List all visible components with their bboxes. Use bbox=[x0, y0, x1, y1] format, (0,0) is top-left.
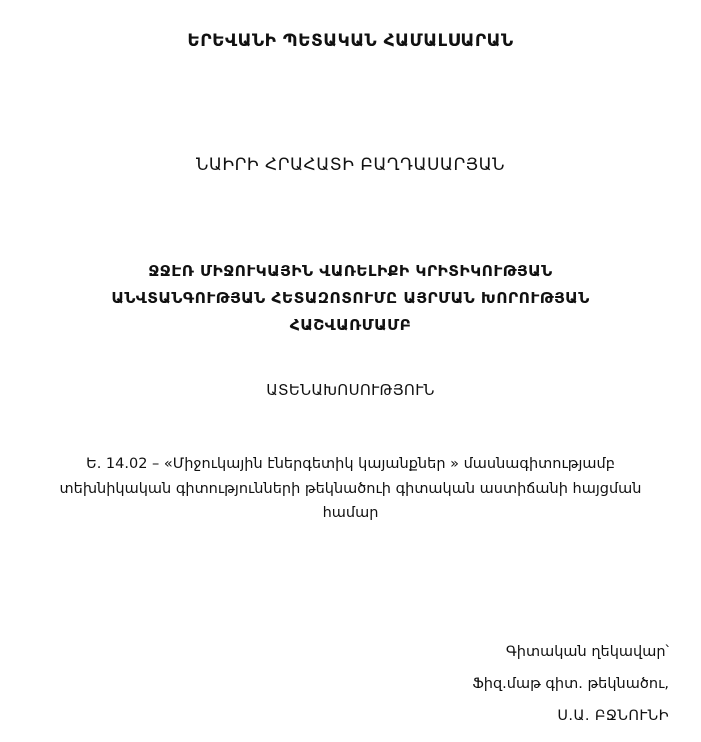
specialty-line-3: համար bbox=[322, 505, 379, 521]
specialty-statement bbox=[0, 452, 701, 526]
specialty-line-1: Ե. 14.02 – «Միջուկային էներգետիկ կայանքներ » մասնագիտությամբ bbox=[86, 456, 615, 472]
advisor-degree: Ֆիզ.մաթ գիտ. թեկնածու, bbox=[472, 676, 669, 692]
dissertation-title-line-3: ՀԱՇՎԱՌՄԱՄԲ bbox=[289, 316, 412, 334]
author-name: ՆԱԻՐԻ ՀՐԱՀԱՏԻ ԲԱՂԴԱՍԱՐՅԱՆ bbox=[195, 155, 506, 175]
document-type: ԱՏԵՆԱԽՈՍՈՒԹՅՈՒՆ bbox=[266, 381, 435, 399]
dissertation-title-line-1: ՋՋԷՌ ՄԻՋՈՒԿԱՅԻՆ ՎԱՌԵԼԻՔԻ ԿՐԻՏԻԿՈՒԹՅԱՆ bbox=[148, 262, 553, 280]
dissertation-title bbox=[0, 258, 701, 339]
specialty-line-2: տեխնիկական գիտությունների թեկնածուի գիտական աստիճանի հայցման bbox=[59, 480, 642, 497]
advisor-label: Գիտական ղեկավար՝ bbox=[505, 644, 669, 660]
scientific-advisor bbox=[472, 636, 669, 732]
advisor-name: Ս.Ա. ԲՋՆՈՒՆԻ bbox=[557, 708, 669, 724]
university-name: ԵՐԵՎԱՆԻ ՊԵՏԱԿԱՆ ՀԱՄԱԼՍԱՐԱՆ bbox=[187, 31, 514, 51]
dissertation-title-line-2: ԱՆՎՏԱՆԳՈՒԹՅԱՆ ՀԵՏԱԶՈՏՈՒՄԸ ԱՅՐՄԱՆ ԽՈՐՈՒԹՅԱՆ bbox=[111, 289, 590, 307]
